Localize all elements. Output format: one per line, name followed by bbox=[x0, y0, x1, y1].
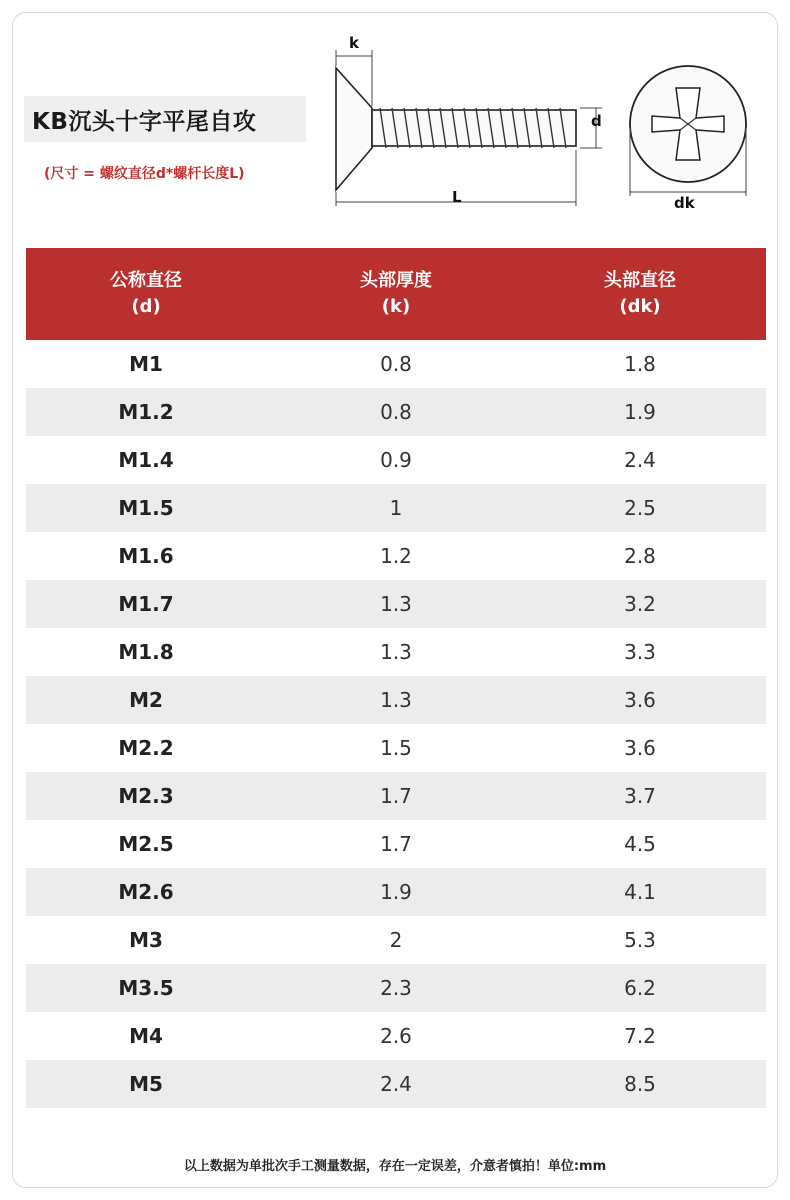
cell-head-thickness: 2.3 bbox=[380, 976, 412, 1000]
table-row bbox=[26, 532, 766, 580]
table-row bbox=[26, 964, 766, 1012]
cell-head-diameter: 8.5 bbox=[624, 1072, 656, 1096]
cell-head-thickness: 0.8 bbox=[380, 400, 412, 424]
cell-nominal-diameter: M4 bbox=[129, 1024, 163, 1048]
table-row bbox=[26, 580, 766, 628]
page-title: KB沉头十字平尾自攻 bbox=[32, 108, 257, 135]
cell-head-diameter: 2.5 bbox=[624, 496, 656, 520]
cell-nominal-diameter: M2.3 bbox=[118, 784, 174, 808]
cell-nominal-diameter: M2.6 bbox=[118, 880, 174, 904]
header-head-diameter bbox=[520, 268, 760, 320]
cell-head-diameter: 4.1 bbox=[624, 880, 656, 904]
cell-head-diameter: 3.6 bbox=[624, 688, 656, 712]
table-header bbox=[26, 248, 766, 340]
table-row bbox=[26, 436, 766, 484]
cell-head-diameter: 2.4 bbox=[624, 448, 656, 472]
cell-head-diameter: 4.5 bbox=[624, 832, 656, 856]
cell-nominal-diameter: M2 bbox=[129, 688, 163, 712]
cell-head-thickness: 1.9 bbox=[380, 880, 412, 904]
header-nominal-diameter bbox=[26, 268, 266, 320]
header-line2: (d) bbox=[131, 296, 161, 317]
cell-head-diameter: 3.6 bbox=[624, 736, 656, 760]
cell-head-thickness: 1.7 bbox=[380, 784, 412, 808]
table-row bbox=[26, 724, 766, 772]
cell-head-diameter: 3.3 bbox=[624, 640, 656, 664]
d-label: d bbox=[591, 112, 602, 130]
cell-nominal-diameter: M2.2 bbox=[118, 736, 174, 760]
cell-head-thickness: 1.5 bbox=[380, 736, 412, 760]
k-label: k bbox=[349, 34, 359, 52]
cell-nominal-diameter: M1.6 bbox=[118, 544, 174, 568]
cell-head-thickness: 1.2 bbox=[380, 544, 412, 568]
dk-label: dk bbox=[674, 194, 695, 212]
screw-diagram bbox=[320, 28, 780, 218]
table-row bbox=[26, 388, 766, 436]
title-box bbox=[24, 96, 306, 142]
cell-head-thickness: 1 bbox=[389, 496, 403, 520]
cell-head-thickness: 2.4 bbox=[380, 1072, 412, 1096]
cell-head-thickness: 2 bbox=[389, 928, 403, 952]
table-row bbox=[26, 340, 766, 388]
header-line2: (dk) bbox=[619, 296, 661, 317]
cell-head-diameter: 3.7 bbox=[624, 784, 656, 808]
table-row bbox=[26, 916, 766, 964]
cell-head-thickness: 0.9 bbox=[380, 448, 412, 472]
cell-head-diameter: 1.9 bbox=[624, 400, 656, 424]
cell-head-diameter: 2.8 bbox=[624, 544, 656, 568]
cell-nominal-diameter: M2.5 bbox=[118, 832, 174, 856]
cell-nominal-diameter: M3.5 bbox=[118, 976, 174, 1000]
cell-nominal-diameter: M1.2 bbox=[118, 400, 174, 424]
page-subtitle: (尺寸 = 螺纹直径d*螺杆长度L) bbox=[44, 166, 245, 182]
cell-head-thickness: 2.6 bbox=[380, 1024, 412, 1048]
cell-head-diameter: 5.3 bbox=[624, 928, 656, 952]
header-head-thickness bbox=[276, 268, 516, 320]
cell-nominal-diameter: M1.5 bbox=[118, 496, 174, 520]
table-row bbox=[26, 628, 766, 676]
header-line1: 头部厚度 bbox=[360, 270, 432, 291]
table-row bbox=[26, 820, 766, 868]
cell-nominal-diameter: M1.4 bbox=[118, 448, 174, 472]
screw-top-view bbox=[630, 66, 746, 182]
spec-table bbox=[26, 340, 766, 1108]
table-row bbox=[26, 772, 766, 820]
cell-head-thickness: 0.8 bbox=[380, 352, 412, 376]
table-row bbox=[26, 1060, 766, 1108]
cell-head-thickness: 1.3 bbox=[380, 640, 412, 664]
footer-note: 以上数据为单批次手工测量数据，存在一定误差，介意者慎拍！单位:mm bbox=[183, 1159, 607, 1174]
cell-head-diameter: 6.2 bbox=[624, 976, 656, 1000]
cell-head-diameter: 7.2 bbox=[624, 1024, 656, 1048]
cell-nominal-diameter: M1 bbox=[129, 352, 163, 376]
header-line1: 头部直径 bbox=[604, 270, 676, 291]
table-row bbox=[26, 484, 766, 532]
L-label: L bbox=[452, 188, 462, 206]
cell-nominal-diameter: M3 bbox=[129, 928, 163, 952]
cell-head-diameter: 1.8 bbox=[624, 352, 656, 376]
header-line2: (k) bbox=[381, 296, 411, 317]
table-row bbox=[26, 868, 766, 916]
cell-head-thickness: 1.7 bbox=[380, 832, 412, 856]
header-line1: 公称直径 bbox=[110, 270, 182, 291]
cell-head-diameter: 3.2 bbox=[624, 592, 656, 616]
cell-nominal-diameter: M1.7 bbox=[118, 592, 174, 616]
table-row bbox=[26, 1012, 766, 1060]
cell-head-thickness: 1.3 bbox=[380, 688, 412, 712]
cell-head-thickness: 1.3 bbox=[380, 592, 412, 616]
cell-nominal-diameter: M5 bbox=[129, 1072, 163, 1096]
table-row bbox=[26, 676, 766, 724]
cell-nominal-diameter: M1.8 bbox=[118, 640, 174, 664]
